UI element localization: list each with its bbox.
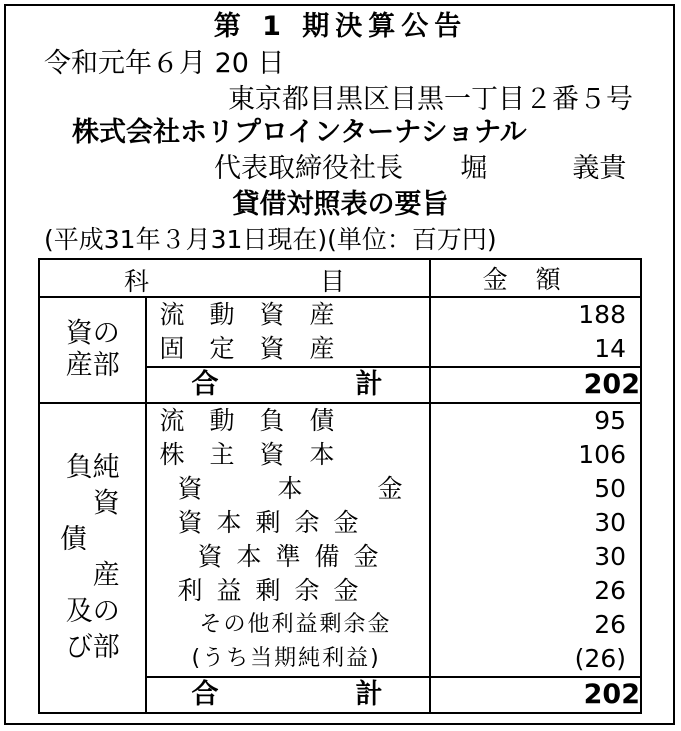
liab-label-line2: 資	[65, 488, 120, 519]
amount-current-liabilities: 95	[594, 406, 626, 435]
item-current-liabilities: 流 動 負 債	[159, 406, 335, 435]
liabilities-section-label	[39, 403, 146, 713]
company-address: 東京都目黒区目黒一丁目２番５号	[228, 84, 633, 115]
table-header-row	[39, 259, 641, 297]
assets-total-amount: 202	[430, 367, 641, 403]
header-amount: 金額	[430, 259, 641, 297]
liabilities-amounts	[430, 403, 641, 677]
balance-sheet-title: 貸借対照表の要旨	[232, 189, 449, 220]
assets-amounts	[430, 297, 641, 367]
item-capital-stock: 資 本 金	[177, 474, 403, 503]
period-and-unit: (平成31年３月31日現在)(単位：百万円)	[44, 225, 497, 254]
amount-shareholders-equity: 106	[578, 440, 626, 469]
amount-retained-earnings: 26	[594, 576, 626, 605]
amount-current-assets: 188	[578, 300, 626, 329]
liab-label-line6: び部	[65, 632, 120, 663]
header-kamoku-1: 科	[124, 267, 150, 296]
liab-label-line5: 及の	[65, 596, 120, 627]
assets-section	[39, 297, 641, 367]
assets-section-label	[39, 297, 146, 403]
item-capital-reserve: 資本準備金	[197, 542, 393, 571]
header-kamoku	[39, 259, 430, 297]
item-other-retained-earnings: その他利益剰余金	[199, 612, 392, 637]
item-current-assets: 流 動 資 産	[159, 300, 335, 329]
item-fixed-assets: 固 定 資 産	[159, 334, 335, 363]
liabilities-items	[146, 403, 430, 677]
amount-capital-surplus: 30	[594, 508, 626, 537]
amount-fixed-assets: 14	[594, 334, 626, 363]
item-net-income: (うち当期純利益)	[191, 646, 381, 671]
amount-net-income: (26)	[574, 644, 626, 673]
item-shareholders-equity: 株 主 資 本	[159, 440, 335, 469]
representative-title: 代表取締役社長	[214, 153, 403, 184]
liab-label-line3: 債	[60, 524, 87, 555]
liabilities-total-amount: 202	[430, 677, 641, 713]
assets-total-label-2: 計	[355, 369, 383, 400]
item-capital-surplus: 資本剰余金	[177, 508, 373, 537]
assets-items	[146, 297, 430, 367]
notice-title: 第 1 期決算公告	[213, 11, 468, 42]
amount-capital-reserve: 30	[594, 542, 626, 571]
representative	[214, 153, 626, 185]
balance-sheet-table	[38, 258, 642, 714]
liabilities-section	[39, 403, 641, 677]
assets-total-label-1: 合	[191, 369, 219, 400]
liab-total-label-1: 合	[191, 679, 219, 710]
amount-other-retained-earnings: 26	[594, 610, 626, 639]
amount-capital-stock: 50	[594, 474, 626, 503]
item-retained-earnings: 利益剰余金	[177, 576, 373, 605]
company-name: 株式会社ホリプロインターナショナル	[72, 117, 527, 148]
notice-date: 令和元年６月 20 日	[44, 48, 285, 79]
liab-label-line4: 産	[65, 560, 120, 591]
header-kamoku-2: 目	[320, 267, 346, 296]
representative-given-name: 義貴	[572, 153, 627, 184]
liab-label-line1: 負純	[65, 452, 120, 483]
assets-label-line2: 産部	[65, 350, 120, 381]
assets-total-label	[146, 367, 430, 403]
liab-total-label-2: 計	[355, 679, 383, 710]
representative-surname: 堀	[460, 153, 488, 184]
assets-label-line1: 資の	[65, 318, 120, 349]
liabilities-total-label	[146, 677, 430, 713]
